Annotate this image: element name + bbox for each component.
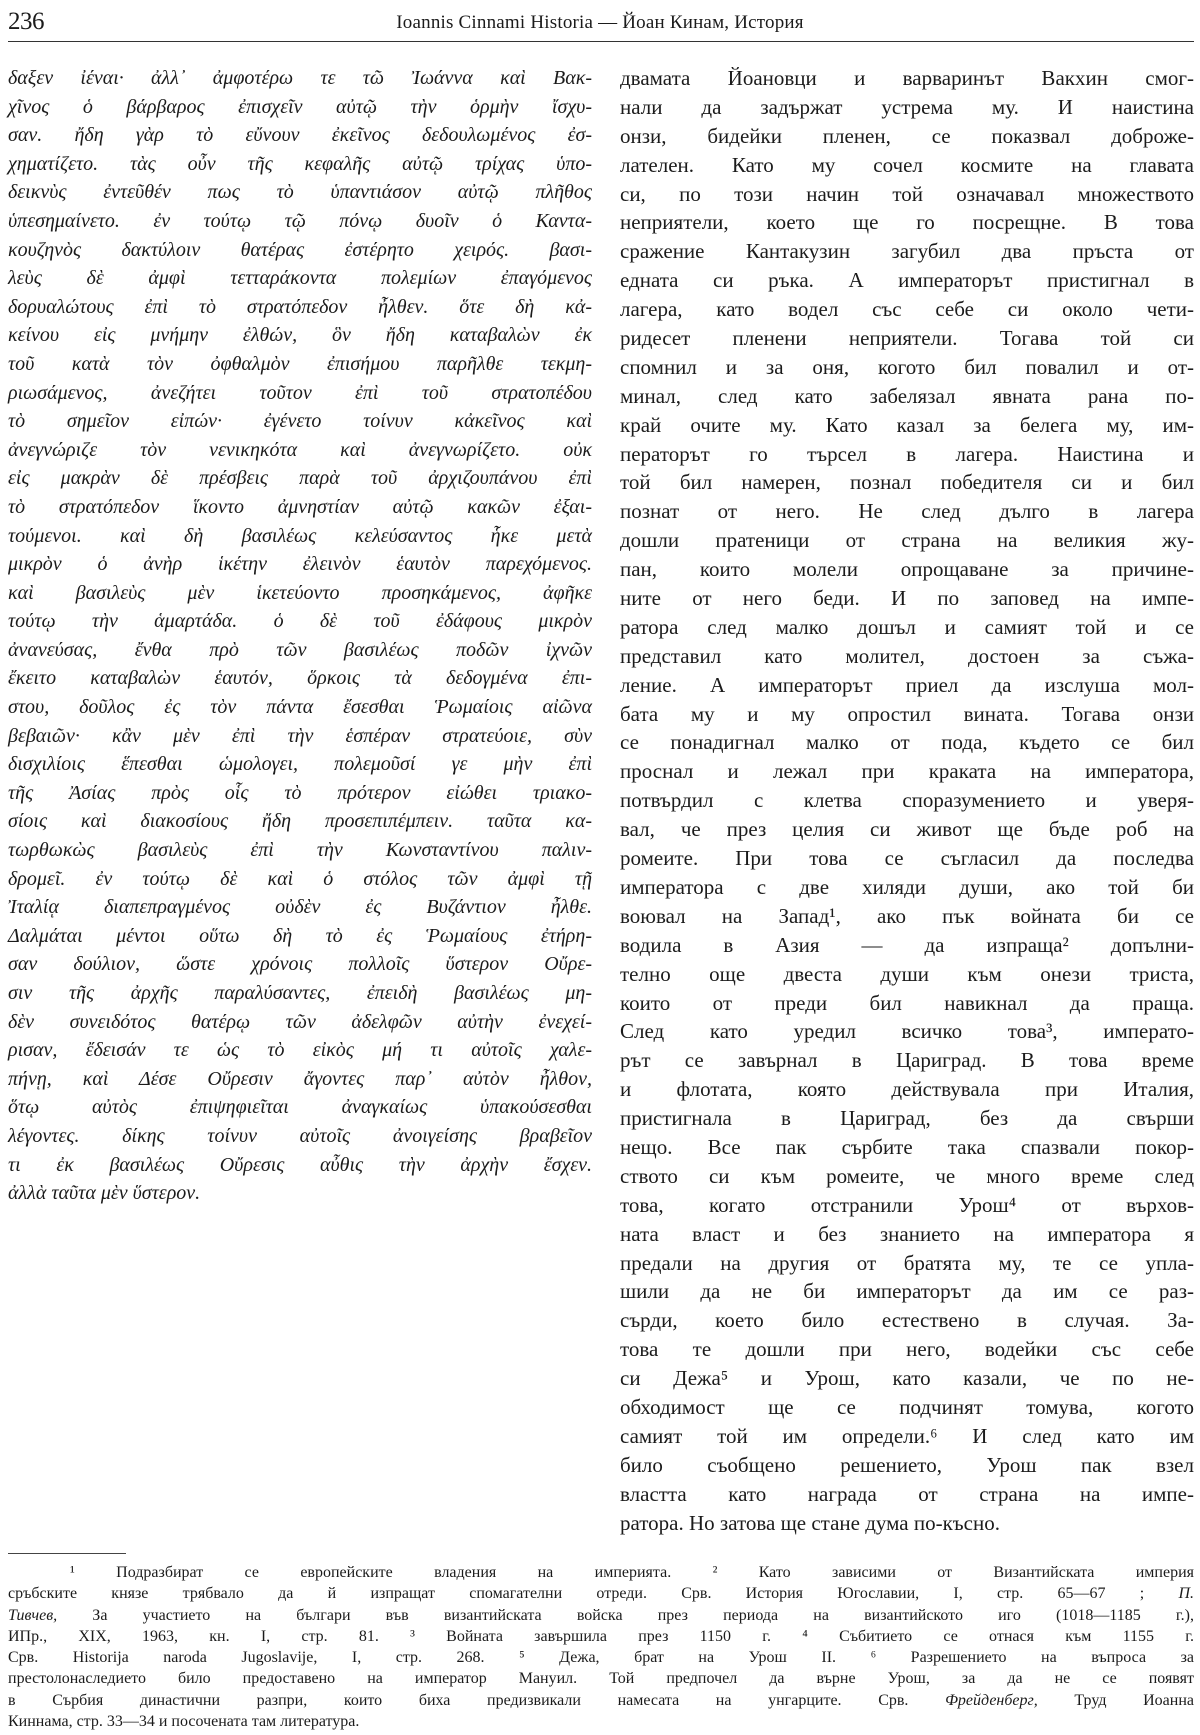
greek-text-line: τοῦ κατὰ τὸν ὀφθαλμὸν ἐπισήμου παρῆλθε τεκμη- (8, 352, 592, 375)
translation-text-line: ните от него беди. И по заповед на импе- (620, 586, 1194, 611)
translation-text-line: край очите му. Като казал за белега му, им- (620, 412, 1194, 437)
translation-text-line: нали да задържат устрема му. И наистина (620, 94, 1194, 119)
greek-text-line: βεβαιῶν· κἂν μὲν ἐπὶ τὴν ἑσπέραν στρατεύοιε, σὺν (8, 724, 592, 747)
translation-text-line: си, по този начин той означавал множеството (620, 181, 1194, 206)
footnote-text: сръбските князе трябвало да й изпращат спомагателни отреди. Срв. История Югославии, I, стр. 65—67 ; (8, 1585, 1179, 1603)
footnote-text: За участието на българи във византийската войска през периода на византийското иго (1018—1185 г.), (57, 1606, 1194, 1624)
translation-text-line: След като уредил всичко това³, императо- (620, 1019, 1194, 1044)
translation-text-line: нещо. Все пак сърбите така спазвали покор- (620, 1134, 1194, 1159)
translation-text-line: ление. А императорът приел да изслуша мол- (620, 672, 1194, 697)
greek-text-line: τὸ σημεῖον εἰπών· ἐγένετο τοίνυν κἀκεῖνος καὶ (8, 410, 592, 433)
greek-text-line: δορυαλώτους ἐπὶ τὸ στρατόπεδον ἦλθεν. ὅτε δὴ κἀ- (8, 295, 592, 318)
greek-text-line: λεὺς δὲ ἀμφὶ τετταράκοντα πολεμίων ἐπαγόμενος (8, 267, 592, 290)
translation-text-line: ридесет пленени неприятели. Тогава той си (620, 326, 1194, 351)
author-name: Тивчев, (8, 1606, 58, 1624)
greek-text-line: ἀλλὰ ταῦτα μὲν ὕστερον. (8, 1182, 201, 1205)
author-initial: П. (1178, 1585, 1194, 1603)
translation-text-line: спомнил и за оня, когото бил повалил и от- (620, 354, 1194, 379)
translation-text-line: ператорът го търсел в лагера. Наистина и (620, 441, 1194, 466)
greek-text-line: μικρὸν ὁ ἀνὴρ ἱκέτην ἐλεινὸν ἑαυτὸν παρεχόμενος. (8, 553, 592, 576)
greek-text-line: τι ἐκ βασιλέως Οὔρεσις αὖθις τὴν ἀρχὴν ἔσχεν. (8, 1153, 592, 1176)
translation-text-line: си Дежа⁵ и Урош, като казали, че по не- (620, 1366, 1194, 1391)
translation-text-line: воювал на Запад¹, ако пък войната би се (620, 903, 1194, 928)
greek-text-line: εἰς μακρὰν δὲ πρέσβεις παρὰ τοῦ ἀρχιζουπάνου ἐπὶ (8, 467, 592, 490)
greek-text-line: χῖνος ὁ βάρβαρος ἐπισχεῖν αὐτῷ τὴν ὁρμὴν ἴσχυ- (8, 95, 592, 118)
greek-text-line: τὸ στρατόπεδον ἵκοντο ἀμνηστίαν αὐτῷ κακῶν ἐξαι- (8, 495, 592, 518)
translation-text-line: ратора. Но затова ще стане дума по-късно. (620, 1510, 1000, 1535)
running-title: Ioannis Cinnami Historia — Йоан Кинам, История (396, 12, 804, 33)
bulgarian-translation-column (620, 64, 1194, 1537)
translation-text-line: ромеите. При това се съгласил да последва (620, 846, 1194, 871)
translation-text-line: императора с две хиляди души, ако той би (620, 874, 1194, 899)
footnote-line (8, 1583, 1194, 1604)
translation-text-line: ратора след малко дошъл и самият той и се (620, 614, 1194, 639)
translation-text-line: лателен. Като му сочел космите на главата (620, 152, 1194, 177)
greek-text-line: χηματίζετο. τὰς οὖν τῆς κεφαλῆς αὐτῷ τρίχας ὑπο- (8, 152, 592, 175)
footnote-line: престолонаследието било предоставено на император Мануил. Той предпочел да върне Урош, за да не се появят (8, 1670, 1194, 1688)
translation-text-line: властта като награда от страна на импе- (620, 1481, 1194, 1506)
greek-text-line: δὲν συνειδότος θατέρῳ τῶν ἀδελφῶν αὐτὴν ἐνεχεί- (8, 1010, 592, 1033)
translation-text-line: минал, след като забелязал явната рана по- (620, 383, 1194, 408)
translation-text-line: дошли пратеници от страна на великия жу- (620, 528, 1194, 553)
footnote-line: ¹ Подразбират се европейските владения на империята. ² Като зависими от Византийската империя (70, 1564, 1194, 1581)
greek-text-line: σιν τῆς ἀρχῆς παραλύσαντες, ἐπειδὴ βασιλέως μη- (8, 982, 592, 1004)
translation-text-line: предали на другия от братята му, те се упла- (620, 1250, 1194, 1275)
greek-text-line: δεικνὺς ἐντεῦθέν πως τὸ ὑπαντιάσον αὐτῷ πλῆθος (8, 181, 592, 204)
footnote-line (8, 1690, 1194, 1711)
translation-text-line: сражение Кантакузин загубил два пръста от (620, 239, 1194, 264)
translation-text-line: той бил намерен, познал победителя си и бил (620, 470, 1194, 495)
footnote-rule (8, 1553, 126, 1554)
translation-text-line: това те дошли при него, водейки със себе (620, 1337, 1194, 1362)
greek-text-line: σίοις καὶ διακοσίους ἤδη προσεπιπέμπειν. ταῦτα κα- (8, 810, 592, 833)
translation-text-line: двамата Йоановци и варваринът Вакхин смог- (620, 66, 1194, 90)
greek-text-line: τούμενοι. καὶ δὴ βασιλέως κελεύσαντος ἧκε μετὰ (8, 524, 592, 547)
translation-text-line: онзи, бидейки пленен, се показвал доброже- (620, 123, 1194, 148)
header-rule (8, 41, 1194, 42)
greek-text-line: ὑπεσημαίνετο. ἐν τούτῳ τῷ πόνῳ δυοῖν ὁ Καντα- (8, 209, 592, 232)
greek-text-line: τούτῳ τὴν ἁμαρτάδα. ὁ δὲ τοῦ ἐδάφους μικρὸν (8, 610, 592, 633)
translation-text-line: неприятели, което ще го посрещне. В това (620, 210, 1194, 235)
translation-text-line: вал, че през целия си живот ще бъде роб на (620, 817, 1194, 842)
translation-text-line: потвърдил с клетва споразумението и уверя- (620, 788, 1194, 813)
footnote-text: в Сърбия династични разпри, които биха предизвикали намесата на унгарците. Срв. (8, 1691, 946, 1709)
translation-text-line: пристигнала в Цариград, без да свърши (620, 1106, 1194, 1131)
translation-text-line: ната власт и без знанието на императора я (620, 1221, 1194, 1246)
footnote-text: Труд Иоанна (1037, 1691, 1194, 1709)
translation-text-line: проснал и лежал при краката на императора, (620, 759, 1194, 784)
translation-text-line: едната си ръка. А императорът пристигнал в (620, 268, 1194, 293)
greek-text-line: ρισαν, ἔδεισάν τε ὡς τὸ εἰκὸς μή τι αὐτοῖς χαλε- (8, 1039, 592, 1062)
translation-text-line: пан, които молели опрощаване за причине- (620, 557, 1194, 582)
translation-text-line: водила в Азия — да изпраща² допълни- (620, 932, 1194, 957)
translation-text-line: обходимост ще се подчинят томува, когото (620, 1394, 1194, 1419)
greek-text-line: σαν δούλιον, ὥστε χρόνοις πολλοῖς ὕστερον Οὔρε- (8, 953, 592, 976)
greek-text-line: ριωσάμενος, ἀνεζήτει τοῦτον ἐπὶ τοῦ στρατοπέδου (8, 381, 592, 404)
translation-text-line: представил като молител, достоен за съжа- (620, 643, 1194, 668)
footnote-line: Киннама, стр. 33—34 и посочената там литература. (8, 1713, 360, 1731)
greek-text-line: ἀνανεύσας, ἔνθα πρὸ τῶν βασιλέως ποδῶν ἰχνῶν (8, 638, 592, 661)
greek-text-line: τωρθωκὼς βασιλεὺς ἐπὶ τὴν Κωνσταντίνου παλιν- (8, 839, 592, 862)
greek-text-line: καὶ βασιλεὺς μὲν ἱκετεύοντο προσηκάμενος, ἀφῆκε (8, 581, 592, 604)
greek-text-line: στου, δοῦλος ἐς τὸν πάντα ἔσεσθαι Ῥωμαίοις αἰῶνα (8, 696, 592, 719)
translation-text-line: сърди, което било естествено в случая. За- (620, 1308, 1194, 1333)
greek-text-line: δισχιλίοις ἕπεσθαι ὡμολογει, πολεμοῦσί γε μὴν ἐπὶ (8, 753, 592, 776)
translation-text-line: било съобщено решението, Урош пак взел (620, 1452, 1194, 1477)
footnote-line: ИПр., XIX, 1963, кн. I, стр. 81. ³ Войната завършила през 1150 г. ⁴ Събитието се отнася към 1155 г. (8, 1627, 1194, 1645)
translation-text-line: които от преди бил навикнал да праща. (620, 990, 1194, 1015)
translation-text-line: рът се завърнал в Цариград. В това време (620, 1048, 1194, 1073)
greek-text-line: ἔκειτο καταβαλὼν ἑαυτόν, ὅρκοις τὰ δεδογμένα ἐπι- (8, 667, 592, 690)
greek-text-line: λέγοντες. δίκης τοίνυν αὐτοῖς ἀνοιγείσης βραβεῖον (8, 1124, 592, 1147)
footnote-line: Срв. Historija naroda Jugoslavije, I, стр. 268. ⁵ Дежа, брат на Урош II. ⁶ Разрешението на въпроса за (8, 1649, 1194, 1667)
greek-text-line: ὅτῳ αὐτὸς ἐπιψηφιεῖται ἀναγκαίως ὑπακούσεσθαι (8, 1096, 592, 1119)
translation-text-line: и флотата, която действувала при Италия, (620, 1077, 1194, 1102)
translation-text-line: бата му и му опростил вината. Тогава онзи (620, 701, 1194, 726)
translation-text-line: познат от него. Не след дълго в лагера (620, 499, 1194, 524)
greek-text-line: κείνου εἰς μνήμην ἐλθών, ὃν ἤδη καταβαλὼν ἐκ (8, 324, 592, 347)
page-number: 236 (8, 8, 44, 35)
translation-text-line: това, когато отстранили Урош⁴ от върхов- (620, 1192, 1194, 1217)
footnote-line (8, 1605, 1194, 1626)
translation-text-line: ството си към ромеите, че много време след (620, 1163, 1194, 1188)
greek-text-line: σαν. ἤδη γὰρ τὸ εὔνουν ἐκεῖνος δεδουλωμένος ἐσ- (8, 124, 592, 147)
translation-text-line: шили да не би императорът да им се раз- (620, 1279, 1194, 1304)
translation-text-line: се понадигнал малко от пода, където се бил (620, 730, 1194, 755)
footnotes (8, 1562, 1194, 1732)
greek-text-line: κουζηνὸς δακτύλοιν θατέρας ἐστέρητο χειρός. βασι- (8, 238, 592, 261)
translation-text-line: самият той им определи.⁶ И след като им (620, 1423, 1194, 1448)
greek-text-line: πήνῃ, καὶ Δέσε Οὔρεσιν ἄγοντες παρ᾽ αὐτὸν ἦλθον, (8, 1067, 592, 1090)
greek-text-line: Ἰταλίᾳ διαπεπραγμένος οὐδὲν ἐς Βυζάντιον ἦλθε. (8, 896, 592, 919)
greek-text-line: ἀνεγνώριζε τὸν νενικηκότα καὶ ἀνεγνωρίζετο. οὐκ (8, 438, 592, 461)
translation-text-line: телно още двеста души към онези триста, (620, 961, 1194, 986)
greek-text-line: δαξεν ἰέναι· ἀλλ᾽ ἀμφοτέρω τε τῶ Ἰωάννα καὶ Βακ- (8, 67, 592, 89)
greek-text-line: τῆς Ἀσίας πρὸς οἷς τὸ πρότερον εἰώθει τριακο- (8, 781, 592, 804)
greek-text-line: δρομεῖ. ἐν τούτῳ δὲ καὶ ὁ στόλος τῶν ἀμφὶ τῇ (8, 867, 592, 890)
author-name: Фрейденберг, (945, 1691, 1038, 1709)
greek-text-line: Δαλμάται μέντοι οὕτω δὴ τὸ ἐς Ῥωμαίους ἐτήρη- (8, 924, 592, 947)
translation-text-line: лагера, като водел със себе си около чети- (620, 297, 1194, 322)
greek-text-column (8, 64, 592, 1208)
